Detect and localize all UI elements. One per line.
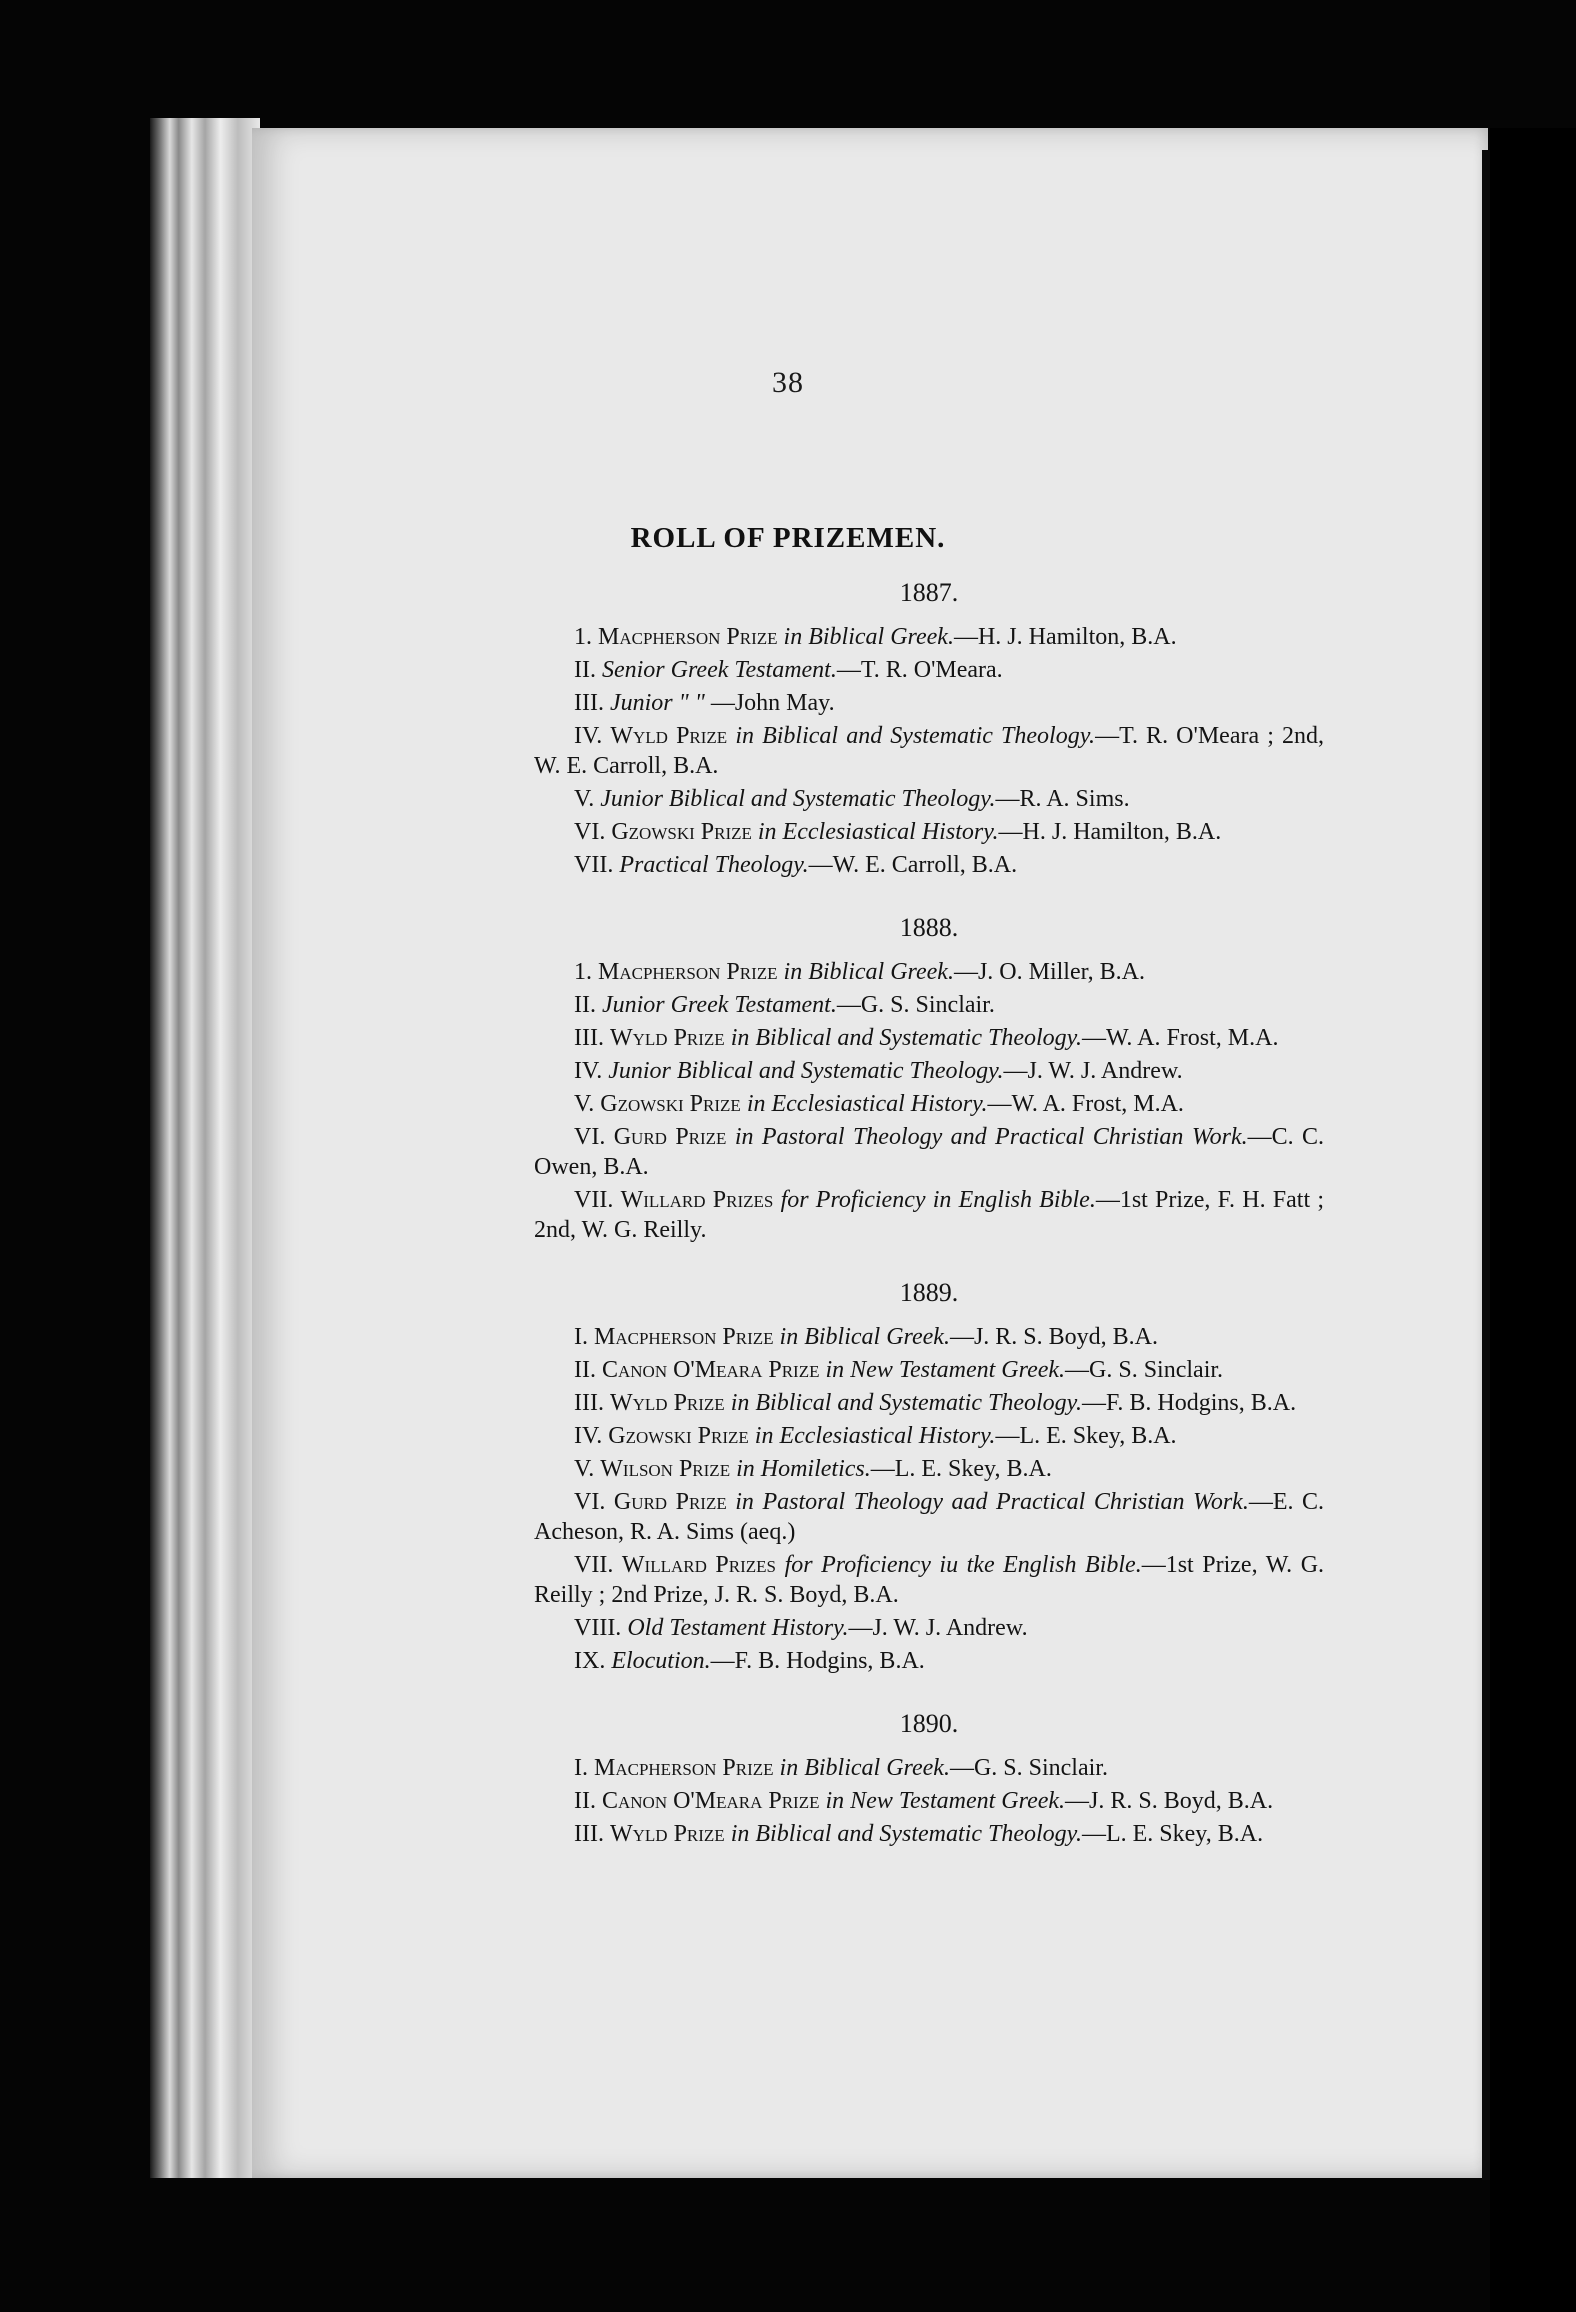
prize-winner: —C. C. Owen, B.A. (534, 1124, 1325, 1180)
prize-entry (534, 1056, 1324, 1086)
entry-indent (534, 819, 574, 845)
prize-winner: —J. W. J. Andrew. (848, 1615, 1028, 1641)
prize-entry (534, 784, 1324, 814)
entry-indent (534, 1091, 574, 1117)
prize-subject: Junior Greek Testament. (601, 992, 837, 1018)
prize-entry (534, 1122, 1324, 1182)
prize-winner: —E. C. Acheson, R. A. Sims (aeq.) (534, 1489, 1325, 1545)
entry-number: II. (574, 1357, 596, 1383)
prize-name: Wilson Prize (600, 1456, 731, 1482)
prize-winner: —G. S. Sinclair. (949, 1755, 1108, 1781)
prize-subject: in Biblical and Systematic Theology. (730, 1390, 1082, 1416)
entry-number: VIII. (574, 1615, 622, 1641)
prize-subject: in Biblical Greek. (779, 1755, 950, 1781)
prize-subject: in Biblical Greek. (783, 624, 954, 650)
prize-name: Willard Prizes (621, 1552, 776, 1578)
entry-number: IV. (574, 723, 603, 749)
prize-winner: —1st Prize, W. G. Reilly ; 2nd Prize, J. R. S. Boyd, B.A. (534, 1552, 1325, 1608)
entry-indent (534, 657, 574, 683)
prize-entry (534, 1487, 1324, 1547)
prize-name: Wyld Prize (609, 1821, 725, 1847)
prize-winner: —T. R. O'Meara. (836, 657, 1003, 683)
prize-subject: in Ecclesiastical History. (746, 1091, 988, 1117)
year-heading: 1888. (899, 913, 959, 942)
prize-entry (534, 1089, 1324, 1119)
entry-indent (534, 1615, 574, 1641)
entry-number: VI. (574, 819, 606, 845)
prize-entry (534, 1421, 1324, 1451)
prize-name: Gzowski Prize (600, 1091, 741, 1117)
prize-name: Wyld Prize (609, 1025, 725, 1051)
prize-subject: in Pastoral Theology and Practical Christian Work. (734, 1124, 1248, 1150)
entry-indent (534, 1821, 574, 1847)
entry-number: 1. (574, 959, 592, 985)
prize-winner: —H. J. Hamilton, B.A. (953, 624, 1177, 650)
entry-indent (534, 1357, 574, 1383)
prize-entry (534, 850, 1324, 880)
entry-indent (534, 1025, 574, 1051)
prize-winner: —L. E. Skey, B.A. (995, 1423, 1177, 1449)
entry-number: VII. (574, 1187, 614, 1213)
prize-winner: —T. R. O'Meara ; 2nd, W. E. Carroll, B.A. (534, 723, 1325, 779)
prize-name: Willard Prizes (620, 1187, 774, 1213)
entry-indent (534, 1124, 574, 1150)
prize-winner: —J. W. J. Andrew. (1003, 1058, 1183, 1084)
prize-winner: —J. R. S. Boyd, B.A. (1065, 1788, 1274, 1814)
prize-subject: for Proficiency iu tke English Bible. (784, 1552, 1142, 1578)
section-spacer (534, 1679, 1324, 1699)
entry-indent (534, 1058, 574, 1084)
prize-entry (534, 1388, 1324, 1418)
prize-name: Canon O'Meara Prize (601, 1357, 820, 1383)
prize-winner: —L. E. Skey, B.A. (1081, 1821, 1264, 1847)
prize-entry (534, 957, 1324, 987)
prize-subject: in Ecclesiastical History. (754, 1423, 996, 1449)
section-spacer (534, 1248, 1324, 1268)
prize-entry (534, 1185, 1324, 1245)
entry-number: VI. (574, 1124, 606, 1150)
prize-winner: —John May. (704, 690, 835, 716)
prize-winner: —F. B. Hodgins, B.A. (1081, 1390, 1297, 1416)
entry-indent (534, 1552, 574, 1578)
prize-name: Macpherson Prize (598, 959, 778, 985)
prize-subject: Old Testament History. (627, 1615, 849, 1641)
entry-number: II. (574, 657, 596, 683)
entry-number: VI. (574, 1489, 606, 1515)
prize-subject: Senior Greek Testament. (601, 657, 837, 683)
entry-number: IX. (574, 1648, 606, 1674)
prize-subject: in New Testament Greek. (825, 1788, 1066, 1814)
prize-winner: —W. E. Carroll, B.A. (808, 852, 1018, 878)
entry-number: IV. (574, 1058, 603, 1084)
page-title: ROLL OF PRIZEMEN. (630, 522, 946, 554)
entry-indent (534, 786, 574, 812)
prize-name: Gurd Prize (613, 1124, 727, 1150)
entry-indent (534, 1648, 574, 1674)
entry-number: VII. (574, 852, 614, 878)
prize-subject: in New Testament Greek. (825, 1357, 1066, 1383)
entry-number: I. (574, 1324, 588, 1350)
entry-indent (534, 1755, 574, 1781)
entry-number: II. (574, 1788, 596, 1814)
prize-subject: Practical Theology. (619, 852, 809, 878)
prize-name: Macpherson Prize (594, 1755, 774, 1781)
entry-indent (534, 992, 574, 1018)
prize-subject: Junior Biblical and Systematic Theology. (600, 786, 996, 812)
prize-subject: in Pastoral Theology aad Practical Christian Work. (735, 1489, 1249, 1515)
prize-entry (534, 1753, 1324, 1783)
section-spacer (534, 883, 1324, 903)
prize-subject: Elocution. (611, 1648, 711, 1674)
prize-winner: —W. A. Frost, M.A. (1081, 1025, 1279, 1051)
prize-name: Wyld Prize (609, 1390, 725, 1416)
prize-subject: in Biblical Greek. (779, 1324, 950, 1350)
year-heading: 1887. (899, 578, 959, 607)
entry-number: V. (574, 1091, 595, 1117)
entry-indent (534, 1390, 574, 1416)
prize-subject: in Biblical Greek. (783, 959, 954, 985)
prize-entry (534, 1646, 1324, 1676)
prize-name: Macpherson Prize (598, 624, 778, 650)
entry-number: III. (574, 690, 604, 716)
prize-winner: —H. J. Hamilton, B.A. (998, 819, 1222, 845)
prize-entry (534, 688, 1324, 718)
prize-winner: —J. R. S. Boyd, B.A. (949, 1324, 1158, 1350)
prize-entry (534, 1355, 1324, 1385)
entry-number: VII. (574, 1552, 614, 1578)
entry-indent (534, 690, 574, 716)
entry-number: V. (574, 1456, 595, 1482)
prize-name: Canon O'Meara Prize (601, 1788, 820, 1814)
prize-entry (534, 990, 1324, 1020)
prize-entry (534, 622, 1324, 652)
entry-number: II. (574, 992, 596, 1018)
prize-name: Gzowski Prize (611, 819, 752, 845)
page-number: 38 (772, 366, 804, 399)
entry-indent (534, 624, 574, 650)
year-heading: 1889. (899, 1278, 959, 1307)
prize-subject: in Biblical and Systematic Theology. (730, 1025, 1082, 1051)
prize-winner: —W. A. Frost, M.A. (987, 1091, 1184, 1117)
prize-winner: —L. E. Skey, B.A. (870, 1456, 1052, 1482)
prize-name: Gurd Prize (613, 1489, 727, 1515)
entry-number: 1. (574, 624, 592, 650)
prize-roll (534, 568, 1324, 1852)
prize-winner: —J. O. Miller, B.A. (953, 959, 1145, 985)
entry-indent (534, 1423, 574, 1449)
prize-entry (534, 655, 1324, 685)
entry-indent (534, 723, 574, 749)
entry-number: V. (574, 786, 595, 812)
prize-winner: —1st Prize, F. H. Fatt ; 2nd, W. G. Reilly. (534, 1187, 1325, 1243)
prize-name: Wyld Prize (610, 723, 728, 749)
prize-subject: in Biblical and Systematic Theology. (735, 723, 1096, 749)
entry-indent (534, 1187, 574, 1213)
prize-winner: —F. B. Hodgins, B.A. (710, 1648, 925, 1674)
prize-entry (534, 1023, 1324, 1053)
prize-subject: for Proficiency in English Bible. (780, 1187, 1096, 1213)
prize-entry (534, 1454, 1324, 1484)
prize-name: Macpherson Prize (594, 1324, 774, 1350)
page-gutter-shadow (1482, 150, 1490, 2180)
prize-winner: —R. A. Sims. (995, 786, 1130, 812)
entry-number: IV. (574, 1423, 603, 1449)
prize-entry (534, 817, 1324, 847)
prize-entry (534, 721, 1324, 781)
prize-subject: in Homiletics. (736, 1456, 871, 1482)
scan-border-right (1490, 128, 1576, 2312)
prize-winner: —G. S. Sinclair. (836, 992, 995, 1018)
prize-subject: Junior " " (609, 690, 705, 716)
entry-number: III. (574, 1821, 604, 1847)
year-heading: 1890. (899, 1709, 959, 1738)
entry-number: I. (574, 1755, 588, 1781)
entry-indent (534, 959, 574, 985)
prize-entry (534, 1786, 1324, 1816)
prize-name: Gzowski Prize (608, 1423, 749, 1449)
book-page-edges (150, 118, 260, 2178)
prize-subject: in Biblical and Systematic Theology. (730, 1821, 1082, 1847)
entry-number: III. (574, 1390, 604, 1416)
entry-indent (534, 1788, 574, 1814)
entry-number: III. (574, 1025, 604, 1051)
prize-entry (534, 1819, 1324, 1849)
entry-indent (534, 852, 574, 878)
prize-entry (534, 1322, 1324, 1352)
entry-indent (534, 1489, 574, 1515)
entry-indent (534, 1456, 574, 1482)
prize-subject: in Ecclesiastical History. (757, 819, 999, 845)
prize-entry (534, 1550, 1324, 1610)
entry-indent (534, 1324, 574, 1350)
prize-winner: —G. S. Sinclair. (1065, 1357, 1224, 1383)
prize-entry (534, 1613, 1324, 1643)
prize-subject: Junior Biblical and Systematic Theology. (608, 1058, 1004, 1084)
